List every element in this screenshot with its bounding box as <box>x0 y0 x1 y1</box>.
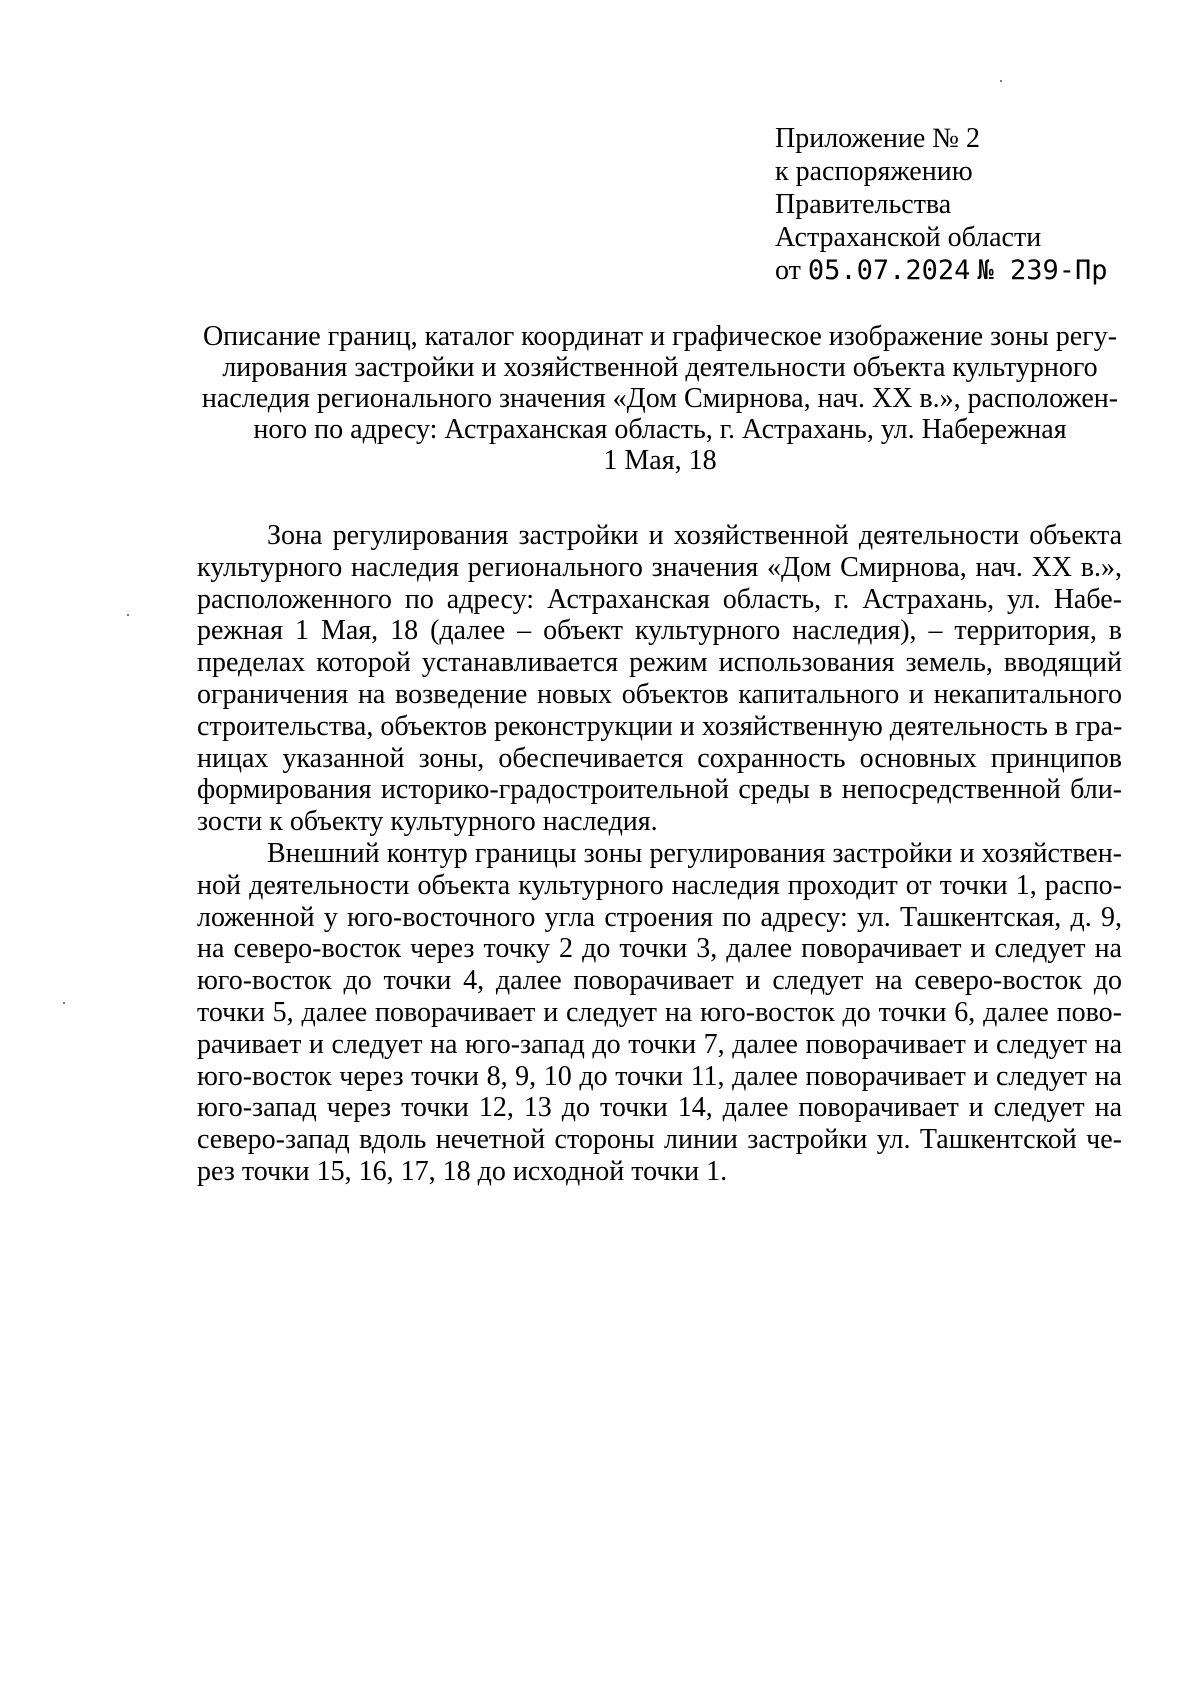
scan-speck <box>127 614 129 616</box>
paragraph-line: юго-восток через точки 8, 9, 10 до точки 11, далее поворачивает и следует на <box>197 1060 1122 1092</box>
paragraph-line: Зона регулирования застройки и хозяйственной деятельности объекта <box>267 520 1122 551</box>
paragraph-line: северо-запад вдоль нечетной стороны линии застройки ул. Ташкентской че- <box>197 1124 1122 1156</box>
paragraph-line: юго-запад через точки 12, 13 до точки 14, далее поворачивает и следует на <box>197 1092 1122 1124</box>
title-line: 1 Мая, 18 <box>603 445 717 476</box>
appendix-line: Астраханской области <box>775 222 1042 253</box>
paragraph-line: юго-восток до точки 4, далее поворачивает и следует на северо-восток до <box>197 965 1122 997</box>
paragraph-zone-definition <box>197 520 1122 838</box>
paragraph-line: режная 1 Мая, 18 (далее – объект культурного наследия), – территория, в <box>197 615 1122 647</box>
scan-speck <box>1000 80 1002 82</box>
paragraph-line: культурного наследия регионального значения «Дом Смирнова, нач. XX в.», <box>197 551 1122 583</box>
appendix-date-line <box>775 254 1107 287</box>
appendix-line: Приложение № 2 <box>775 123 980 154</box>
paragraph-line: точки 5, далее поворачивает и следует на юго-восток до точки 6, далее пово- <box>197 996 1122 1028</box>
paragraph-line: ложенной у юго-восточного угла строения по адресу: ул. Ташкентская, д. 9, <box>197 901 1122 933</box>
paragraph-line: зости к объекту культурного наследия. <box>197 806 658 838</box>
paragraph-line: расположенного по адресу: Астраханская область, г. Астрахань, ул. Набе- <box>197 583 1122 615</box>
document-title <box>200 321 1120 476</box>
document-body <box>197 520 1122 1188</box>
appendix-from-prefix: от <box>775 255 801 286</box>
paragraph-line: строительства, объектов реконструкции и хозяйственную деятельность в гра- <box>197 710 1123 742</box>
title-line: Описание границ, каталог координат и графическое изображение зоны регу- <box>202 321 1118 352</box>
paragraph-line: ницах указанной зоны, обеспечивается сохранность основных принципов <box>197 742 1122 774</box>
paragraph-line: Внешний контур границы зоны регулирования застройки и хозяйствен- <box>267 837 1122 869</box>
appendix-date: 05.07.2024 <box>807 255 971 286</box>
paragraph-line: рез точки 15, 16, 17, 18 до исходной точки 1. <box>197 1155 728 1187</box>
title-line: ного по адресу: Астраханская область, г. Астрахань, ул. Набережная <box>253 414 1067 445</box>
paragraph-line: формирования историко-градостроительной среды в непосредственной бли- <box>197 774 1122 806</box>
title-line: лирования застройки и хозяйственной деятельности объекта культурного <box>222 352 1098 383</box>
appendix-line: Правительства <box>775 189 952 220</box>
paragraph-line: ной деятельности объекта культурного наследия проходит от точки 1, распо- <box>197 869 1122 901</box>
appendix-line: к распоряжению <box>775 156 973 187</box>
title-line: наследия регионального значения «Дом Смирнова, нач. XX в.», расположен- <box>201 383 1119 414</box>
paragraph-line: на северо-восток через точку 2 до точки 3, далее поворачивает и следует на <box>197 933 1122 965</box>
appendix-header <box>775 122 1107 287</box>
paragraph-line: ограничения на возведение новых объектов капитального и некапитального <box>197 678 1122 710</box>
paragraph-line: пределах которой устанавливается режим использования земель, вводящий <box>197 647 1122 679</box>
paragraph-boundary-description <box>197 838 1122 1188</box>
scan-speck <box>63 1002 65 1004</box>
appendix-number: № 239-Пр <box>977 255 1108 286</box>
paragraph-line: рачивает и следует на юго-запад до точки 7, далее поворачивает и следует на <box>197 1028 1122 1060</box>
